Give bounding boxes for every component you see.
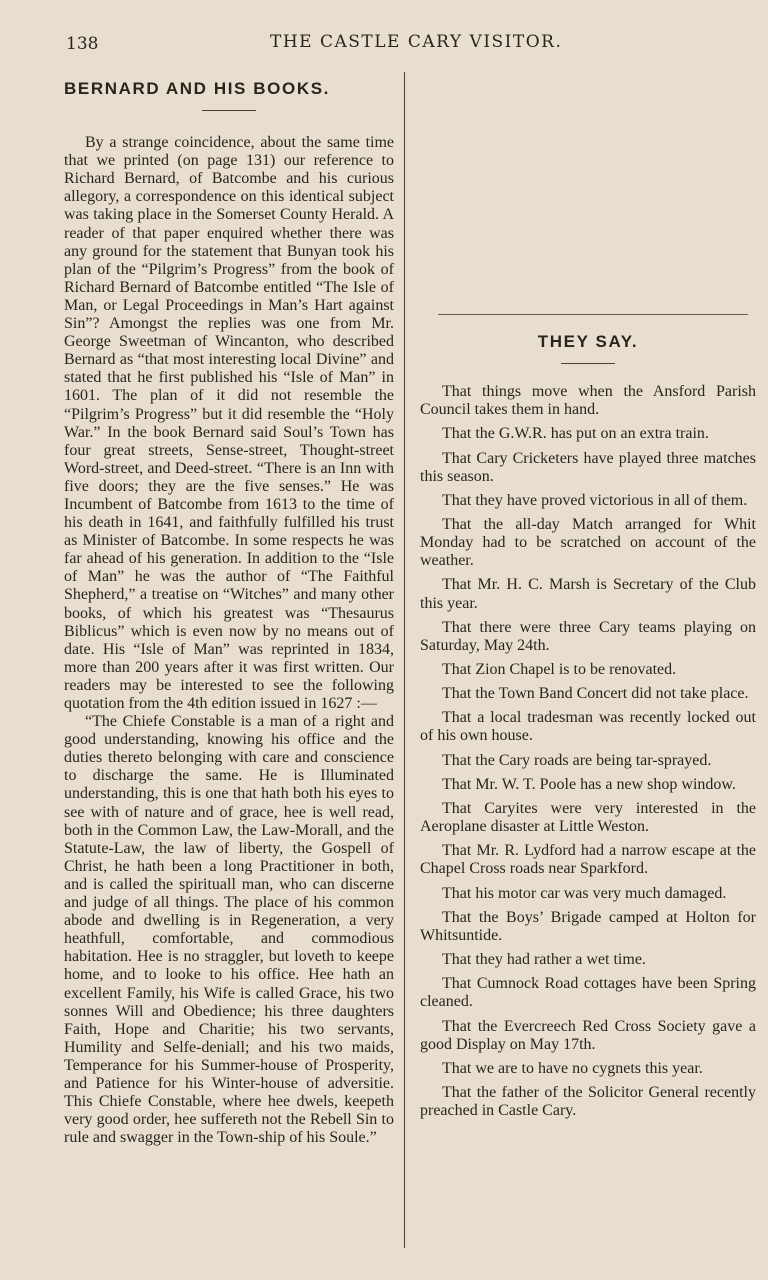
they-say-item: That there were three Cary teams playing on Saturday, May 24th.	[420, 618, 756, 654]
quotation-paragraph: “The Chiefe Constable is a man of a right and good understanding, knowing his office and the duties thereto belonging with care and conscience to discharge the same. He is Illuminated understanding, this is one that hath both his eyes to see with of nature and of grace, hee is well read, both in the Common Law, the Law-Morall, and the Statute-Law, the law of liberty, the Gospell of Christ, he hath been a long Practitioner in both, and is called the spirituall man, who can discerne and judge of all things. The place of his common abode and dwelling is in Regeneration, a very heathfull, comfortable, and commodious habitation. Hee is no straggler, but loveth to keepe home, and to looke to his office. Hee hath an excellent Family, his Wife is called Grace, his two sonnes Will and Obedience; his three daughters Faith, Hope and Charitie; his two servants, Humility and Selfe-deniall; and his two maids, Temperance for his Summer-house of Prosperity, and Patience for his Winter-house of adversitie. This Chiefe Constable, where hee dwels, keepeth very good order, hee suffereth not the Rebell Sin to rule and swagger in the Town-ship of his Soule.”	[64, 713, 394, 1147]
they-say-item: That the father of the Solicitor General recently preached in Castle Cary.	[420, 1083, 756, 1120]
page-header	[0, 30, 768, 58]
they-say-item: That Cumnock Road cottages have been Spring cleaned.	[420, 975, 756, 1011]
they-say-item: That Mr. W. T. Poole has a new shop window.	[442, 775, 736, 793]
they-say-item: That his motor car was very much damaged.	[442, 884, 727, 902]
title-rule	[202, 110, 256, 111]
they-say-item: That Caryites were very interested in the Aeroplane disaster at Little Weston.	[420, 800, 756, 836]
article-title-bernard: BERNARD AND HIS BOOKS.	[64, 79, 330, 98]
column-divider	[404, 72, 405, 1248]
article-paragraph: By a strange coincidence, about the same time that we printed (on page 131) our reference to Richard Bernard, of Batcombe and his curious allegory, a correspondence on this identical subject was taking place in the Somerset County Herald. A reader of that paper enquired whether there was any ground for the statement that Bunyan took his plan of the “Pilgrim’s Progress” from the book of Richard Bernard of Batcombe entitled “The Isle of Man, or Legal Proceedings in Man’s Hart against Sin”? Amongst the replies was one from Mr. George Sweetman of Wincanton, who described Bernard as “that most interesting local Divine” and stated that he first published his “Isle of Man” in 1601. The plan of it did not resemble the “Pilgrim’s Progress” but it did resemble the “Holy War.” In the book Bernard said Soul’s Town has four great streets, Sense-street, Thought-street Word-street, and Deed-street. “There is an Inn with five doors; they are the five senses.” He was Incumbent of Batcombe from 1613 to the time of his death in 1641, and faithfully fulfilled his trust as Minister of Batcombe. In some respects he was far ahead of his generation. In addition to the “Isle of Man” he was the author of “The Faithful Shepherd,” a treatise on “Witches” and many other books, of which his greatest was “Thesaurus Biblicus” which is even now by no means out of date. His “Isle of Man” was reprinted in 1834, more than 200 years after it was first written. Our readers may be interested to see the following quotation from the 4th edition issued in 1627 :—	[64, 134, 394, 712]
they-say-item: That things move when the Ansford Parish Council takes them in hand.	[420, 383, 756, 419]
they-say-item: That Mr. H. C. Marsh is Secretary of the Club this year.	[420, 576, 756, 612]
title-rule	[561, 363, 615, 364]
they-say-item: That the Cary roads are being tar-sprayed.	[442, 751, 712, 769]
page-number: 138	[66, 34, 99, 54]
they-say-list	[420, 383, 756, 1120]
left-column	[64, 72, 394, 1147]
they-say-item: That Zion Chapel is to be renovated.	[442, 660, 677, 678]
they-say-item: That the Town Band Concert did not take place.	[442, 685, 749, 703]
running-title: THE CASTLE CARY VISITOR.	[270, 32, 563, 52]
they-say-item: That the G.W.R. has put on an extra train.	[442, 425, 709, 443]
article-body-bernard	[64, 134, 394, 1147]
right-column	[420, 72, 756, 1126]
they-say-item: That Cary Cricketers have played three matches this season.	[420, 449, 756, 485]
section-divider	[438, 314, 748, 315]
they-say-item: That a local tradesman was recently locked out of his own house.	[420, 709, 756, 745]
article-title-they-say: THEY SAY.	[537, 332, 639, 351]
they-say-item: That the all-day Match arranged for Whit Monday had to be scratched on account of the weather.	[420, 516, 756, 570]
they-say-item: That they have proved victorious in all of them.	[442, 491, 748, 509]
they-say-item: That the Evercreech Red Cross Society gave a good Display on May 17th.	[420, 1017, 756, 1053]
they-say-item: That we are to have no cygnets this year.	[442, 1059, 703, 1077]
they-say-item: That Mr. R. Lydford had a narrow escape at the Chapel Cross roads near Sparkford.	[420, 842, 756, 878]
they-say-item: That the Boys’ Brigade camped at Holton for Whitsuntide.	[420, 908, 756, 944]
they-say-item: That they had rather a wet time.	[442, 951, 646, 969]
quotation-continuation	[420, 72, 756, 284]
